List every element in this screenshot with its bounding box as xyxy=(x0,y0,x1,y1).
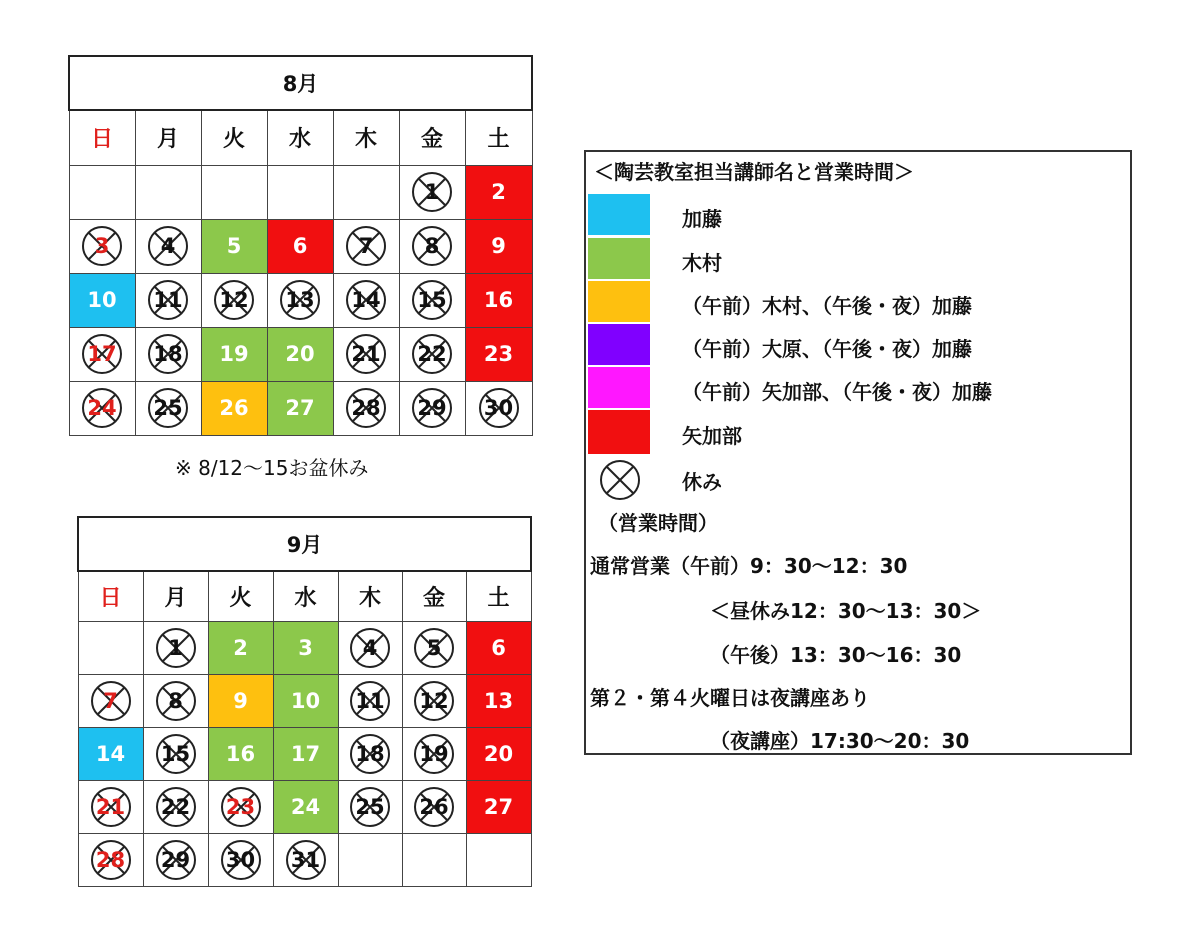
day-number: 20 xyxy=(285,342,315,366)
day-cell xyxy=(338,780,402,833)
day-cell xyxy=(208,727,273,780)
day-number: 10 xyxy=(290,688,321,713)
day-number: 2 xyxy=(491,180,506,204)
day-number: 28 xyxy=(351,396,381,420)
day-number: 10 xyxy=(87,288,117,312)
day-cell xyxy=(465,219,532,273)
weekday-header: 火 xyxy=(201,110,267,165)
day-number: 17 xyxy=(87,342,117,366)
weekday-header: 水 xyxy=(267,110,333,165)
day-number: 6 xyxy=(292,234,308,258)
day-cell xyxy=(78,833,143,886)
day-number: 9 xyxy=(233,688,248,713)
day-number: 19 xyxy=(419,741,449,766)
weekday-header: 木 xyxy=(333,110,399,165)
legend-label: 休み xyxy=(682,470,722,494)
day-cell xyxy=(201,381,267,435)
weekday-header: 土 xyxy=(466,571,531,621)
legend-item-kimura-kato xyxy=(586,281,1130,323)
hours-morning: 通常営業（午前）9：30〜12：30 xyxy=(590,554,908,578)
day-cell xyxy=(135,273,201,327)
day-number: 9 xyxy=(491,234,506,258)
day-number: 1 xyxy=(168,635,183,660)
day-cell xyxy=(135,381,201,435)
day-cell xyxy=(402,674,466,727)
day-cell xyxy=(143,780,208,833)
day-cell xyxy=(399,165,465,219)
weekday-header: 土 xyxy=(465,110,532,165)
legend-label: 矢加部 xyxy=(682,424,742,448)
legend-label: 加藤 xyxy=(682,207,722,231)
day-cell xyxy=(399,327,465,381)
day-number: 22 xyxy=(160,794,191,819)
weekday-header: 木 xyxy=(338,571,402,621)
day-cell xyxy=(143,621,208,674)
day-cell xyxy=(135,165,201,219)
day-number: 29 xyxy=(417,396,447,420)
day-cell xyxy=(201,165,267,219)
day-cell xyxy=(201,273,267,327)
day-number: 5 xyxy=(426,635,442,660)
day-cell xyxy=(208,621,273,674)
weekday-header: 水 xyxy=(273,571,338,621)
day-cell xyxy=(465,381,532,435)
day-cell xyxy=(208,674,273,727)
day-cell xyxy=(338,674,402,727)
legend-swatch-green xyxy=(588,238,650,279)
august-calendar xyxy=(68,55,533,436)
day-cell xyxy=(333,165,399,219)
legend-item-kato xyxy=(586,194,1130,236)
day-number: 14 xyxy=(95,741,126,766)
day-cell xyxy=(466,780,531,833)
day-number: 24 xyxy=(290,794,321,819)
day-cell xyxy=(466,833,531,886)
closed-circle-x-icon xyxy=(598,458,642,502)
day-number: 26 xyxy=(219,396,249,420)
weekday-header: 金 xyxy=(402,571,466,621)
month-title: 8月 xyxy=(69,56,532,110)
hours-night: （夜講座）17:30〜20：30 xyxy=(710,729,970,753)
day-cell xyxy=(78,621,143,674)
day-cell xyxy=(273,621,338,674)
legend-item-ohara-kato xyxy=(586,324,1130,366)
day-cell xyxy=(465,165,532,219)
day-cell xyxy=(135,219,201,273)
day-cell xyxy=(338,621,402,674)
day-number: 18 xyxy=(153,342,183,366)
day-cell xyxy=(333,273,399,327)
week-row xyxy=(78,727,531,780)
day-number: 12 xyxy=(219,288,249,312)
week-row xyxy=(78,621,531,674)
week-row xyxy=(69,273,532,327)
day-number: 2 xyxy=(233,635,248,660)
day-cell xyxy=(201,327,267,381)
day-cell xyxy=(267,327,333,381)
day-cell xyxy=(399,381,465,435)
day-cell xyxy=(273,674,338,727)
day-number: 29 xyxy=(160,847,191,872)
legend-swatch-yellow xyxy=(588,281,650,322)
day-number: 7 xyxy=(358,234,374,258)
day-number: 11 xyxy=(355,688,385,713)
day-cell xyxy=(143,833,208,886)
day-cell xyxy=(267,219,333,273)
day-cell xyxy=(135,327,201,381)
week-row xyxy=(78,674,531,727)
day-number: 8 xyxy=(168,688,183,713)
legend-panel xyxy=(584,150,1132,755)
day-cell xyxy=(78,780,143,833)
hours-lunch-break: ＜昼休み12：30〜13：30＞ xyxy=(710,599,982,623)
day-number: 16 xyxy=(225,741,256,766)
day-number: 3 xyxy=(94,234,110,258)
week-row xyxy=(78,833,531,886)
day-number: 7 xyxy=(103,688,118,713)
day-cell xyxy=(267,381,333,435)
day-cell xyxy=(465,273,532,327)
week-row xyxy=(69,327,532,381)
legend-title: ＜陶芸教室担当講師名と営業時間＞ xyxy=(594,160,914,184)
day-cell xyxy=(69,165,135,219)
week-row xyxy=(69,219,532,273)
day-cell xyxy=(399,273,465,327)
legend-swatch-red xyxy=(588,410,650,454)
day-cell xyxy=(333,327,399,381)
month-title: 9月 xyxy=(78,517,531,571)
legend-item-yakabe xyxy=(586,410,1130,454)
legend-swatch-magenta xyxy=(588,367,650,408)
day-cell xyxy=(402,833,466,886)
day-number: 30 xyxy=(483,396,514,420)
day-cell xyxy=(402,727,466,780)
day-cell xyxy=(143,727,208,780)
legend-item-kimura xyxy=(586,238,1130,280)
day-number: 26 xyxy=(419,794,449,819)
day-number: 20 xyxy=(483,741,514,766)
day-cell xyxy=(402,621,466,674)
day-cell xyxy=(69,327,135,381)
weekday-header: 日 xyxy=(78,571,143,621)
day-number: 15 xyxy=(417,288,447,312)
hours-header: （営業時間） xyxy=(598,511,718,535)
weekday-header: 金 xyxy=(399,110,465,165)
legend-label: 木村 xyxy=(682,251,722,275)
day-number: 19 xyxy=(219,342,249,366)
day-cell xyxy=(69,381,135,435)
day-cell xyxy=(466,674,531,727)
day-number: 12 xyxy=(419,688,449,713)
weekday-header: 火 xyxy=(208,571,273,621)
day-number: 27 xyxy=(483,794,514,819)
legend-label: （午前）木村、（午後・夜）加藤 xyxy=(682,294,972,318)
day-cell xyxy=(143,674,208,727)
obon-note: ※ 8/12〜15お盆休み xyxy=(175,456,369,480)
day-number: 22 xyxy=(417,342,447,366)
day-cell xyxy=(465,327,532,381)
day-cell xyxy=(69,273,135,327)
day-number: 8 xyxy=(424,234,440,258)
day-number: 16 xyxy=(483,288,514,312)
day-number: 1 xyxy=(424,180,440,204)
day-number: 27 xyxy=(285,396,315,420)
legend-item-closed xyxy=(586,456,1130,500)
day-cell xyxy=(399,219,465,273)
september-calendar xyxy=(77,516,532,887)
day-cell xyxy=(273,780,338,833)
day-number: 23 xyxy=(225,794,256,819)
legend-label: （午前）大原、（午後・夜）加藤 xyxy=(682,337,972,361)
day-number: 6 xyxy=(491,635,506,660)
day-number: 14 xyxy=(351,288,381,312)
day-cell xyxy=(273,727,338,780)
day-number: 30 xyxy=(225,847,256,872)
day-cell xyxy=(78,727,143,780)
day-number: 15 xyxy=(160,741,191,766)
day-number: 4 xyxy=(362,635,378,660)
legend-label: （午前）矢加部、（午後・夜）加藤 xyxy=(682,380,992,404)
day-number: 11 xyxy=(153,288,183,312)
day-cell xyxy=(201,219,267,273)
day-number: 3 xyxy=(298,635,313,660)
day-cell xyxy=(466,727,531,780)
day-number: 17 xyxy=(290,741,321,766)
day-number: 18 xyxy=(355,741,385,766)
day-number: 25 xyxy=(153,396,183,420)
day-number: 28 xyxy=(95,847,126,872)
day-cell xyxy=(333,219,399,273)
day-number: 25 xyxy=(355,794,385,819)
day-cell xyxy=(333,381,399,435)
day-number: 31 xyxy=(290,847,321,872)
legend-item-yakabe-kato xyxy=(586,367,1130,409)
weekday-header: 月 xyxy=(135,110,201,165)
day-number: 13 xyxy=(483,688,514,713)
week-row xyxy=(69,381,532,435)
day-cell xyxy=(466,621,531,674)
legend-swatch-blue xyxy=(588,194,650,235)
day-cell xyxy=(267,273,333,327)
day-number: 4 xyxy=(160,234,176,258)
day-cell xyxy=(208,833,273,886)
day-number: 23 xyxy=(483,342,514,366)
day-cell xyxy=(338,833,402,886)
week-row xyxy=(78,780,531,833)
day-number: 21 xyxy=(351,342,381,366)
day-cell xyxy=(69,219,135,273)
weekday-header: 日 xyxy=(69,110,135,165)
day-cell xyxy=(208,780,273,833)
legend-swatch-purple xyxy=(588,324,650,365)
hours-afternoon: （午後）13：30〜16：30 xyxy=(710,643,962,667)
week-row xyxy=(69,165,532,219)
day-cell xyxy=(273,833,338,886)
day-cell xyxy=(267,165,333,219)
day-number: 13 xyxy=(285,288,315,312)
night-class-note: 第２・第４火曜日は夜講座あり xyxy=(590,686,870,710)
day-cell xyxy=(338,727,402,780)
day-cell xyxy=(402,780,466,833)
weekday-header: 月 xyxy=(143,571,208,621)
day-cell xyxy=(78,674,143,727)
day-number: 5 xyxy=(226,234,242,258)
day-number: 24 xyxy=(87,396,117,420)
day-number: 21 xyxy=(95,794,126,819)
